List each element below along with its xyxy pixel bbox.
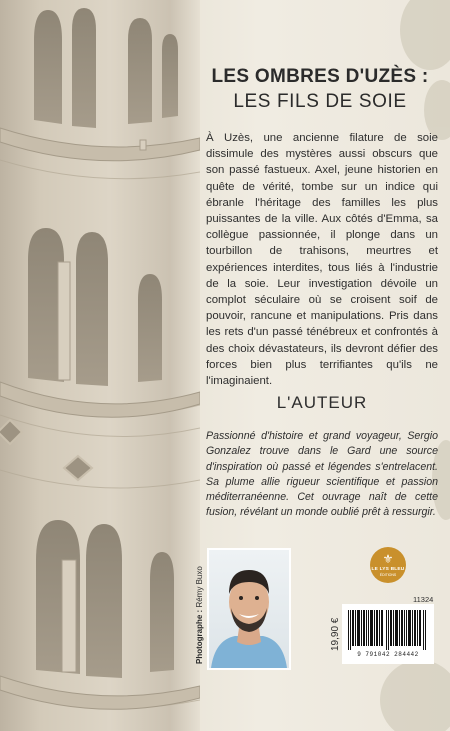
publisher-name: LE LYS BLEU bbox=[371, 567, 405, 572]
author-heading: L'AUTEUR bbox=[276, 393, 368, 412]
isbn-barcode bbox=[342, 604, 434, 664]
author-bio: Passionné d'histoire et grand voyageur, Sergio Gonzalez trouve dans le Gard une source d'inspiration où passé et légendes s'entrelacent. Sa plume allie rigueur scientifique et passion méditerranéenne. Cet ouvrage naît de cette fusion, révélant un monde oublié prêt à ressurgir. bbox=[206, 430, 438, 519]
isbn-digits: 9 791042 284442 bbox=[357, 651, 419, 658]
photo-credit bbox=[195, 566, 204, 664]
price-label: 19,90 € bbox=[330, 617, 341, 651]
product-code: 11324 bbox=[413, 595, 434, 604]
publisher-logo bbox=[370, 547, 406, 583]
lily-icon: ⚜ bbox=[382, 552, 394, 566]
barcode-icon bbox=[348, 610, 428, 650]
title-line-1: LES OMBRES D'UZÈS : bbox=[211, 66, 429, 87]
author-photo bbox=[207, 548, 291, 670]
stone-tower-icon bbox=[0, 0, 200, 731]
photo-credit-name: Rémy Buxo bbox=[195, 566, 204, 608]
author-portrait-icon bbox=[209, 550, 289, 668]
tower-illustration bbox=[0, 0, 200, 731]
title-line-2: LES FILS DE SOIE bbox=[233, 91, 407, 112]
photo-credit-label: Photographe : bbox=[195, 609, 204, 664]
publisher-subtitle: ÉDITIONS bbox=[379, 573, 397, 577]
synopsis-text: À Uzès, une ancienne filature de soie dissimule des mystères aussi obscurs que son passé fastueux. Axel, jeune historien en quête de vérité, tombe sur un indice qui ébranle l'héritage des familles les plus puissantes de la ville. Aux côtés d'Emma, sa collègue passionnée, il plonge dans un tourbillon de trahisons, meurtres et expériences interdites, tous liés à l'industrie de la soie. Leur investigation dévoile un complot séculaire où se croisent soif de pouvoir, rancune et manipulations. Pris dans les rets d'un passé ténébreux et confrontés à des choix dévastateurs, ils devront défier des forces bien plus terrifiantes qu'ils ne l'imaginaient. bbox=[206, 132, 438, 388]
book-title bbox=[195, 66, 445, 113]
